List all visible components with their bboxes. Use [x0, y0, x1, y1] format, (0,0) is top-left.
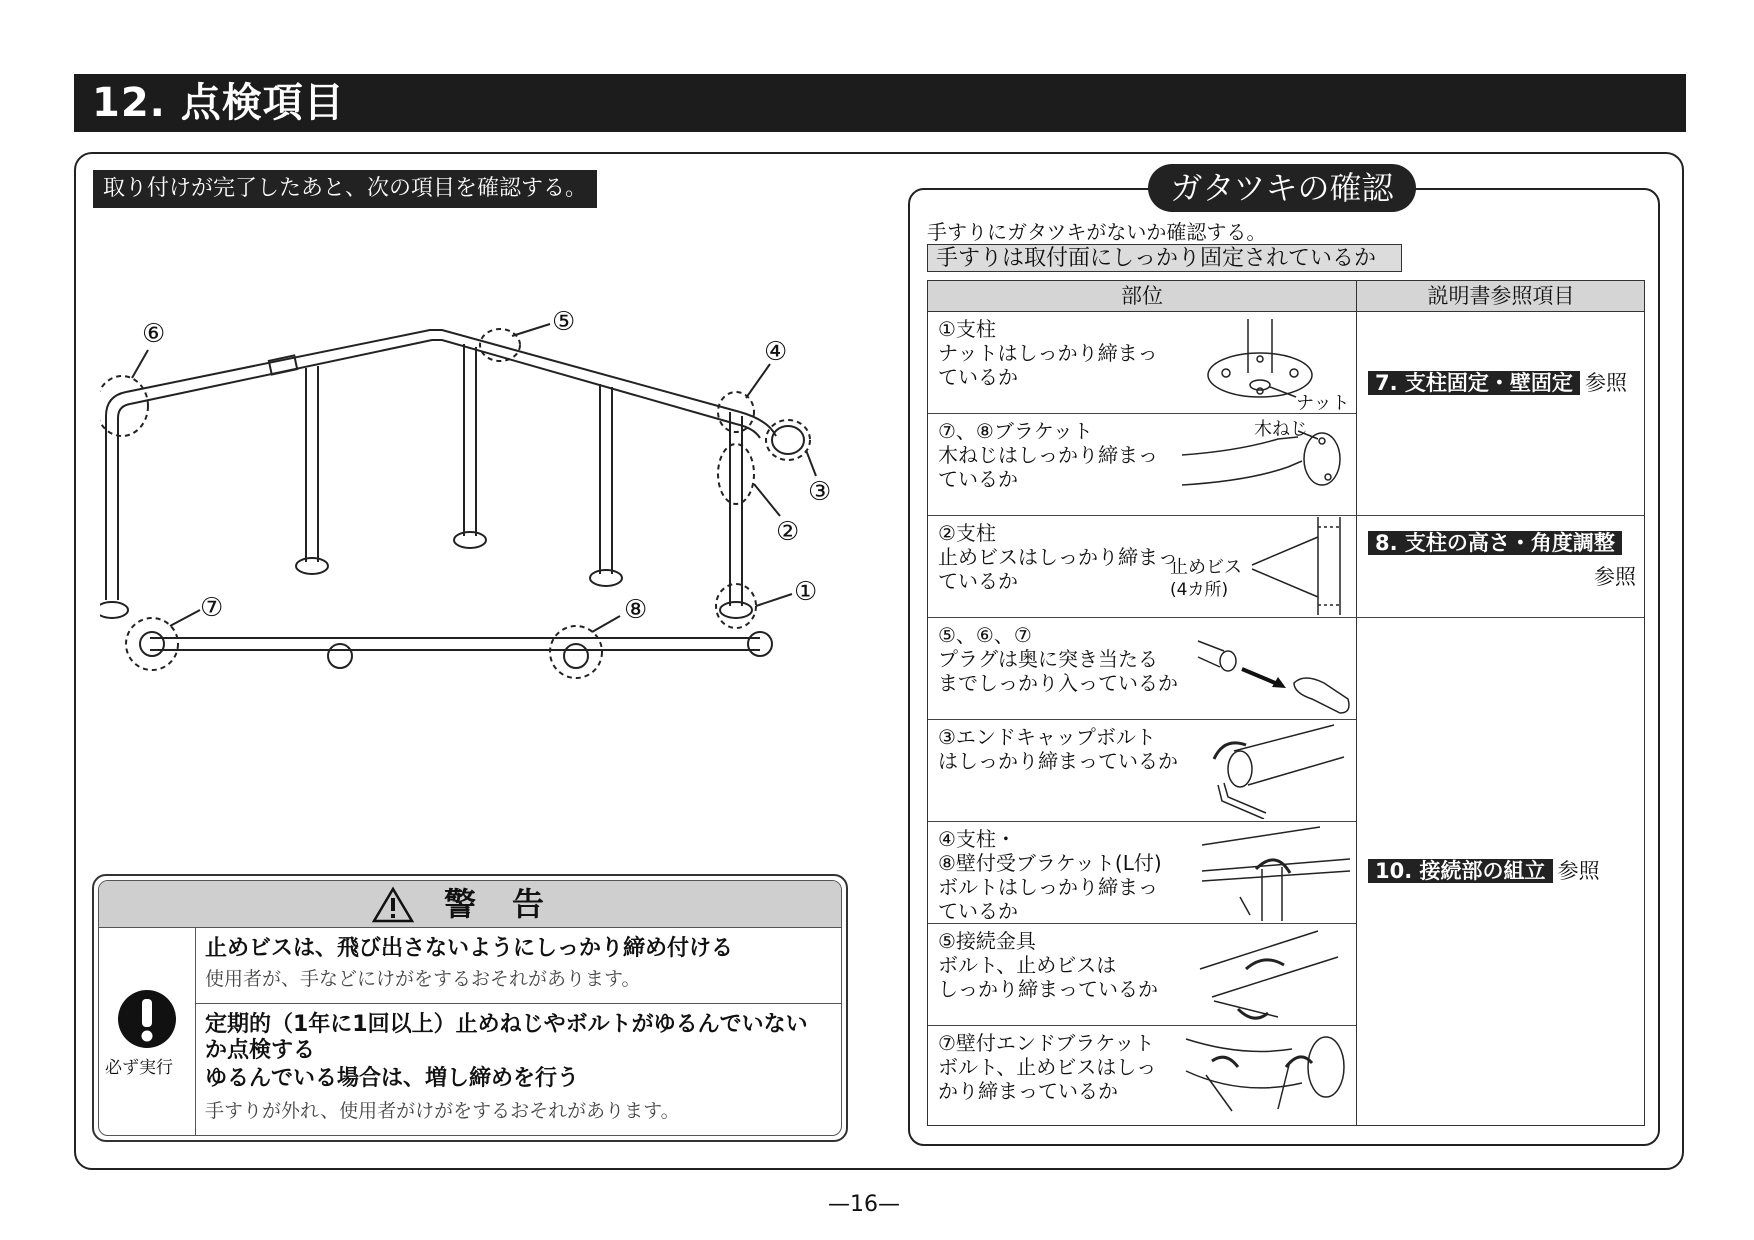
row-divider: [928, 719, 1356, 720]
post-nut-illustration: [1196, 315, 1352, 411]
check-item-2: ⑦、⑧ブラケット 木ねじはしっかり締まっ ているか: [938, 419, 1158, 491]
reference-2-tail: 参照: [1594, 565, 1636, 589]
column-divider: [1356, 281, 1357, 1125]
col-header-reference: 説明書参照項目: [1427, 284, 1575, 308]
wobble-check-subtitle: 手すりは取付面にしっかり固定されているか: [927, 244, 1402, 272]
row-divider: [928, 1025, 1356, 1026]
svg-text:止めビス: 止めビス: [1170, 557, 1242, 578]
joint-fitting-illustration: [1198, 927, 1354, 1023]
plug-insert-illustration: [1194, 621, 1352, 717]
section-title: 12. 点検項目: [92, 80, 345, 126]
callout-5: ⑤: [552, 307, 576, 337]
reference-1: 7. 支柱固定・壁固定 参照: [1368, 369, 1627, 397]
svg-text:ナット: ナット: [1296, 393, 1350, 411]
warning-row2-note: 手すりが外れ、使用者がけがをするおそれがあります。: [205, 1100, 680, 1122]
callout-1: ①: [794, 577, 818, 607]
callout-3: ③: [808, 477, 832, 507]
col-header-part: 部位: [1121, 284, 1163, 308]
handrail-diagram: [100, 300, 860, 770]
wall-end-bracket-illustration: [1182, 1027, 1354, 1123]
check-item-4: ⑤、⑥、⑦ プラグは奥に突き当たる までしっかり入っているか: [938, 623, 1178, 695]
check-item-1: ①支柱 ナットはしっかり締まっ ているか: [938, 317, 1158, 389]
row-divider: [928, 617, 1644, 618]
page-number: —16—: [828, 1192, 900, 1217]
mandatory-label: 必ず実行: [105, 1058, 173, 1078]
reference-2-badge: 8. 支柱の高さ・角度調整: [1368, 531, 1622, 555]
check-item-3: ②支柱 止めビスはしっかり締まっ ているか: [938, 521, 1178, 593]
reference-3: 10. 接続部の組立 参照: [1368, 857, 1600, 885]
check-item-7: ⑤接続金具 ボルト、止めビスは しっかり締まっているか: [938, 929, 1158, 1001]
reference-1-badge: 7. 支柱固定・壁固定: [1368, 371, 1580, 395]
check-item-5: ③エンドキャップボルト はしっかり締まっているか: [938, 725, 1178, 773]
row-divider: [928, 413, 1356, 414]
check-item-8: ⑦壁付エンドブラケット ボルト、止めビスはしっ かり締まっているか: [938, 1031, 1157, 1103]
warning-box: [98, 880, 842, 1136]
reference-3-badge: 10. 接続部の組立: [1368, 859, 1553, 883]
l-bracket-bolt-illustration: [1200, 825, 1354, 923]
wobble-check-intro: 手すりにガタツキがないか確認する。: [927, 220, 1267, 244]
bracket-woodscrew-illustration: [1178, 415, 1354, 513]
warning-title: 警告: [444, 885, 581, 923]
set-screw-illustration: [1168, 517, 1354, 615]
callout-7: ⑦: [200, 593, 224, 623]
warning-row2-text2: か点検する: [205, 1038, 316, 1063]
callout-4: ④: [764, 337, 788, 367]
check-item-6: ④支柱・ ⑧壁付受ブラケット(L付) ボルトはしっかり締まっ ているか: [938, 827, 1162, 923]
callout-6: ⑥: [142, 319, 166, 349]
warning-row-divider: [195, 1003, 842, 1004]
warning-row1-note: 使用者が、手などにけがをするおそれがあります。: [205, 968, 641, 990]
warning-row1-text: 止めビスは、飛び出さないようにしっかり締め付ける: [205, 936, 734, 961]
row-divider: [928, 515, 1644, 516]
check-table: [927, 280, 1645, 1126]
reference-2: [1368, 529, 1622, 557]
svg-text:木ねじ: 木ねじ: [1254, 419, 1308, 440]
wobble-check-title: ガタツキの確認: [1148, 164, 1416, 212]
exclamation-icon: [117, 989, 177, 1049]
warning-row2-text3: ゆるんでいる場合は、増し締めを行う: [205, 1066, 580, 1091]
svg-text:(4カ所): (4カ所): [1170, 580, 1229, 600]
callout-2: ②: [776, 517, 800, 547]
callout-8: ⑧: [624, 595, 648, 625]
warning-row2-text1: 定期的（1年に1回以上）止めねじやボルトがゆるんでいない: [205, 1012, 808, 1037]
lead-instruction: 取り付けが完了したあと、次の項目を確認する。: [93, 170, 597, 208]
row-divider: [928, 821, 1356, 822]
end-cap-bolt-illustration: [1204, 721, 1354, 819]
warning-triangle-icon: [371, 886, 415, 924]
row-divider: [928, 923, 1356, 924]
